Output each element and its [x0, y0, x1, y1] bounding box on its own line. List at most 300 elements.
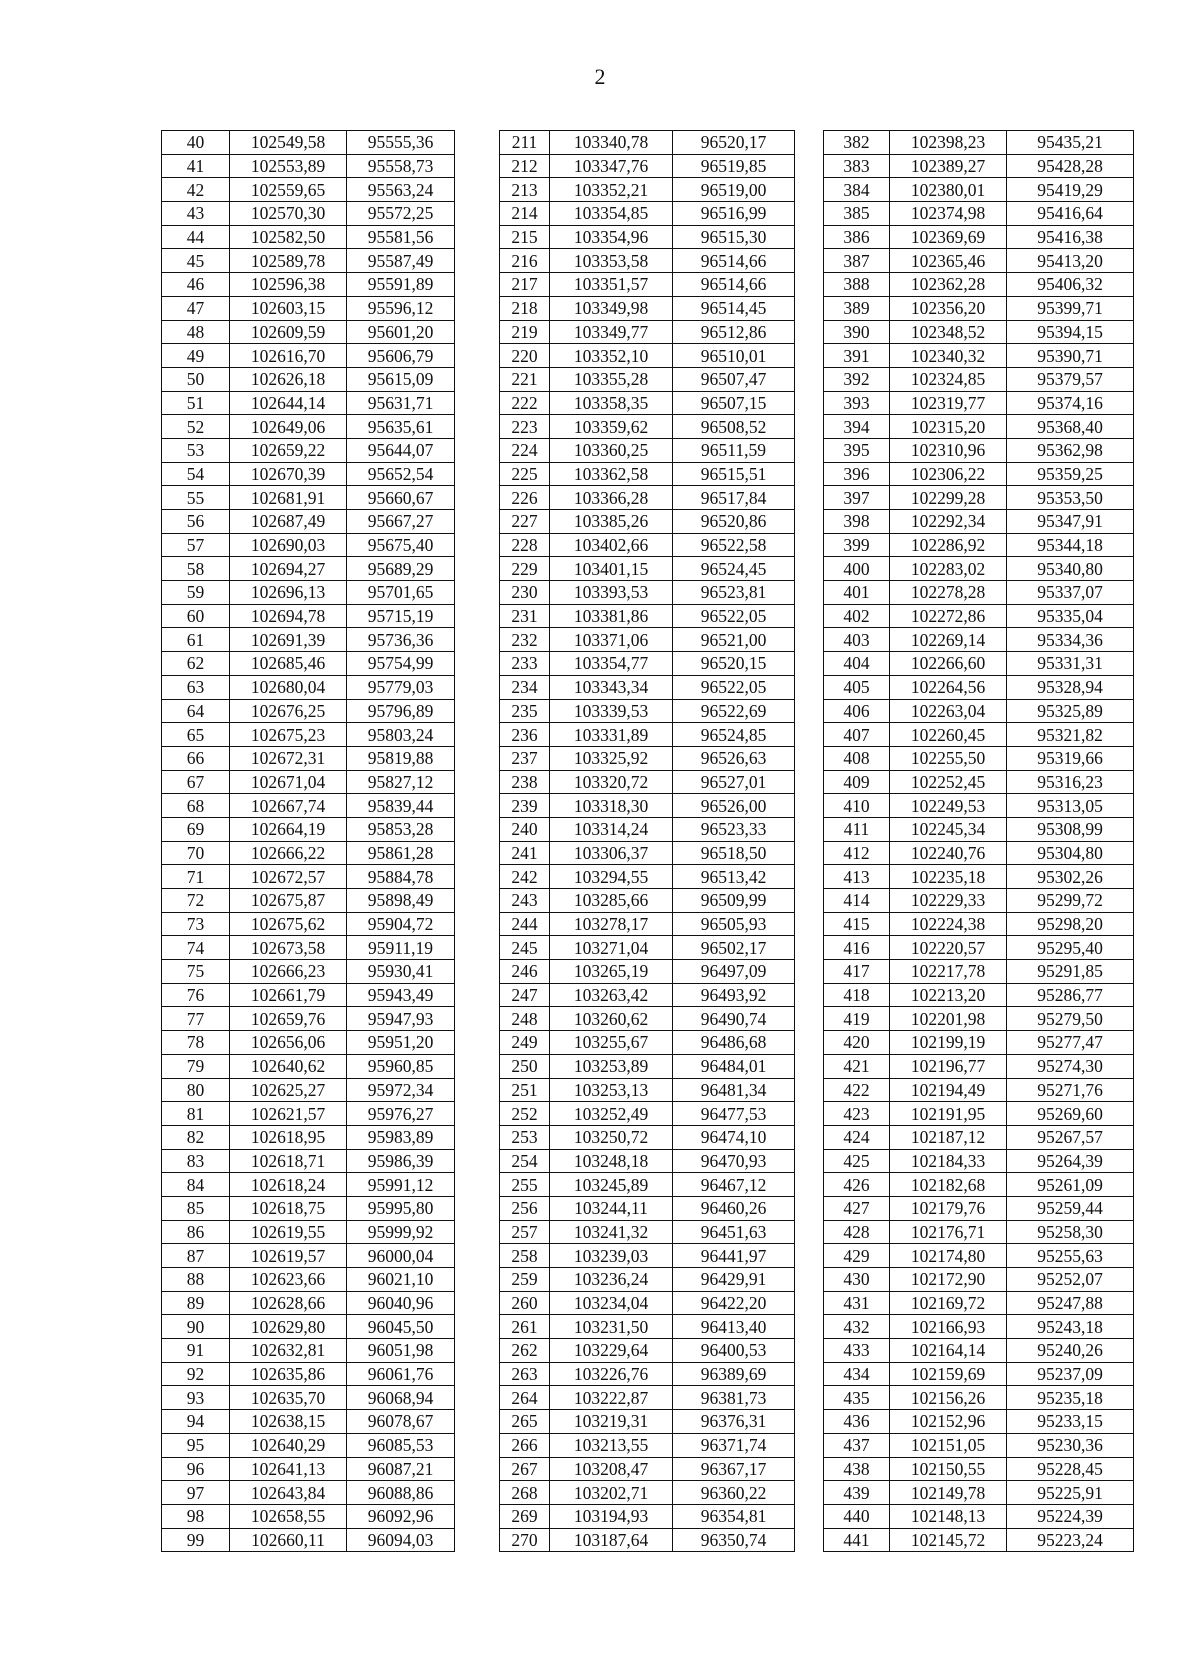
coord-y-cell: 96527,01 [673, 770, 795, 794]
table-row [162, 1102, 1134, 1126]
point-number-cell: 258 [500, 1244, 550, 1268]
column-gap [455, 131, 500, 155]
coord-x-cell: 102641,13 [230, 1457, 347, 1481]
coord-y-cell: 95884,78 [347, 865, 455, 889]
coord-x-cell: 102690,03 [230, 533, 347, 557]
column-gap [795, 699, 824, 723]
coord-x-cell: 102224,38 [890, 912, 1007, 936]
column-gap [795, 817, 824, 841]
coord-y-cell: 95304,80 [1007, 841, 1134, 865]
point-number-cell: 213 [500, 178, 550, 202]
column-gap [455, 675, 500, 699]
coord-x-cell: 102621,57 [230, 1102, 347, 1126]
coord-x-cell: 103325,92 [550, 746, 673, 770]
point-number-cell: 404 [824, 652, 890, 676]
coord-x-cell: 102152,96 [890, 1410, 1007, 1434]
column-gap [455, 391, 500, 415]
coord-y-cell: 96522,69 [673, 699, 795, 723]
coord-y-cell: 95796,89 [347, 699, 455, 723]
point-number-cell: 58 [162, 557, 230, 581]
point-number-cell: 232 [500, 628, 550, 652]
table-row [162, 1078, 1134, 1102]
coord-x-cell: 102687,49 [230, 510, 347, 534]
coord-x-cell: 102660,11 [230, 1528, 347, 1552]
column-gap [455, 746, 500, 770]
coord-x-cell: 103260,62 [550, 1007, 673, 1031]
point-number-cell: 66 [162, 746, 230, 770]
column-gap [795, 1315, 824, 1339]
point-number-cell: 60 [162, 604, 230, 628]
coord-y-cell: 96526,63 [673, 746, 795, 770]
coord-y-cell: 95340,80 [1007, 557, 1134, 581]
point-number-cell: 434 [824, 1362, 890, 1386]
column-gap [455, 486, 500, 510]
point-number-cell: 65 [162, 723, 230, 747]
coord-y-cell: 96514,66 [673, 273, 795, 297]
point-number-cell: 412 [824, 841, 890, 865]
coord-y-cell: 95379,57 [1007, 367, 1134, 391]
coord-y-cell: 96371,74 [673, 1433, 795, 1457]
coord-y-cell: 96422,20 [673, 1291, 795, 1315]
point-number-cell: 384 [824, 178, 890, 202]
coord-y-cell: 96507,15 [673, 391, 795, 415]
point-number-cell: 44 [162, 225, 230, 249]
coord-x-cell: 102266,60 [890, 652, 1007, 676]
coord-x-cell: 102260,45 [890, 723, 1007, 747]
coord-x-cell: 103213,55 [550, 1433, 673, 1457]
coord-y-cell: 95976,27 [347, 1102, 455, 1126]
coord-x-cell: 102149,78 [890, 1481, 1007, 1505]
point-number-cell: 402 [824, 604, 890, 628]
point-number-cell: 233 [500, 652, 550, 676]
point-number-cell: 395 [824, 438, 890, 462]
coord-y-cell: 95224,39 [1007, 1504, 1134, 1528]
coord-y-cell: 95635,61 [347, 415, 455, 439]
point-number-cell: 70 [162, 841, 230, 865]
coord-x-cell: 103231,50 [550, 1315, 673, 1339]
point-number-cell: 270 [500, 1528, 550, 1552]
column-gap [455, 320, 500, 344]
coord-x-cell: 102315,20 [890, 415, 1007, 439]
coord-y-cell: 96467,12 [673, 1173, 795, 1197]
column-gap [455, 1410, 500, 1434]
coord-x-cell: 103401,15 [550, 557, 673, 581]
coord-x-cell: 102176,71 [890, 1220, 1007, 1244]
coord-x-cell: 103331,89 [550, 723, 673, 747]
coord-x-cell: 102671,04 [230, 770, 347, 794]
point-number-cell: 211 [500, 131, 550, 155]
coord-y-cell: 95291,85 [1007, 960, 1134, 984]
point-number-cell: 214 [500, 202, 550, 226]
point-number-cell: 227 [500, 510, 550, 534]
column-gap [455, 1291, 500, 1315]
coord-x-cell: 103219,31 [550, 1410, 673, 1434]
coord-y-cell: 95555,36 [347, 131, 455, 155]
coord-y-cell: 95335,04 [1007, 604, 1134, 628]
coord-y-cell: 95591,89 [347, 273, 455, 297]
coord-x-cell: 103263,42 [550, 983, 673, 1007]
coord-x-cell: 102670,39 [230, 462, 347, 486]
point-number-cell: 240 [500, 817, 550, 841]
point-number-cell: 432 [824, 1315, 890, 1339]
coord-y-cell: 95259,44 [1007, 1196, 1134, 1220]
column-gap [795, 794, 824, 818]
point-number-cell: 237 [500, 746, 550, 770]
column-gap [455, 344, 500, 368]
coord-y-cell: 96000,04 [347, 1244, 455, 1268]
coord-y-cell: 95308,99 [1007, 817, 1134, 841]
column-gap [795, 1031, 824, 1055]
point-number-cell: 80 [162, 1078, 230, 1102]
coord-x-cell: 102263,04 [890, 699, 1007, 723]
coord-x-cell: 103349,98 [550, 296, 673, 320]
column-gap [795, 960, 824, 984]
coord-x-cell: 103354,96 [550, 225, 673, 249]
point-number-cell: 411 [824, 817, 890, 841]
table-row [162, 1504, 1134, 1528]
point-number-cell: 217 [500, 273, 550, 297]
column-gap [795, 154, 824, 178]
point-number-cell: 59 [162, 581, 230, 605]
column-gap [795, 557, 824, 581]
coord-y-cell: 95325,89 [1007, 699, 1134, 723]
coord-y-cell: 95299,72 [1007, 889, 1134, 913]
coord-y-cell: 95416,64 [1007, 202, 1134, 226]
coord-x-cell: 103202,71 [550, 1481, 673, 1505]
table-row [162, 415, 1134, 439]
coord-x-cell: 102623,66 [230, 1268, 347, 1292]
coord-y-cell: 95316,23 [1007, 770, 1134, 794]
point-number-cell: 246 [500, 960, 550, 984]
point-number-cell: 383 [824, 154, 890, 178]
coord-y-cell: 96441,97 [673, 1244, 795, 1268]
coord-x-cell: 103244,11 [550, 1196, 673, 1220]
coord-x-cell: 103358,35 [550, 391, 673, 415]
coord-x-cell: 103352,21 [550, 178, 673, 202]
coord-x-cell: 102151,05 [890, 1433, 1007, 1457]
coord-y-cell: 96078,67 [347, 1410, 455, 1434]
column-gap [455, 817, 500, 841]
point-number-cell: 69 [162, 817, 230, 841]
point-number-cell: 76 [162, 983, 230, 1007]
coord-y-cell: 96045,50 [347, 1315, 455, 1339]
coord-y-cell: 95428,28 [1007, 154, 1134, 178]
column-gap [455, 794, 500, 818]
table-row [162, 936, 1134, 960]
point-number-cell: 421 [824, 1054, 890, 1078]
point-number-cell: 57 [162, 533, 230, 557]
coord-y-cell: 95736,36 [347, 628, 455, 652]
point-number-cell: 83 [162, 1149, 230, 1173]
table-row [162, 1339, 1134, 1363]
coord-x-cell: 103294,55 [550, 865, 673, 889]
point-number-cell: 78 [162, 1031, 230, 1055]
point-number-cell: 397 [824, 486, 890, 510]
coord-x-cell: 103360,25 [550, 438, 673, 462]
coord-x-cell: 103208,47 [550, 1457, 673, 1481]
point-number-cell: 264 [500, 1386, 550, 1410]
coord-y-cell: 95243,18 [1007, 1315, 1134, 1339]
point-number-cell: 262 [500, 1339, 550, 1363]
coord-x-cell: 103248,18 [550, 1149, 673, 1173]
coord-y-cell: 96381,73 [673, 1386, 795, 1410]
coord-y-cell: 95230,36 [1007, 1433, 1134, 1457]
point-number-cell: 234 [500, 675, 550, 699]
table-row [162, 320, 1134, 344]
coord-y-cell: 96354,81 [673, 1504, 795, 1528]
coord-y-cell: 95399,71 [1007, 296, 1134, 320]
coord-y-cell: 95362,98 [1007, 438, 1134, 462]
coord-y-cell: 96526,00 [673, 794, 795, 818]
table-row [162, 1244, 1134, 1268]
point-number-cell: 235 [500, 699, 550, 723]
column-gap [795, 1007, 824, 1031]
coord-x-cell: 102649,06 [230, 415, 347, 439]
coord-x-cell: 102673,58 [230, 936, 347, 960]
coord-y-cell: 95943,49 [347, 983, 455, 1007]
point-number-cell: 81 [162, 1102, 230, 1126]
coord-x-cell: 102626,18 [230, 367, 347, 391]
column-gap [795, 202, 824, 226]
coord-x-cell: 102659,76 [230, 1007, 347, 1031]
coord-x-cell: 102638,15 [230, 1410, 347, 1434]
coord-x-cell: 102264,56 [890, 675, 1007, 699]
column-gap [455, 533, 500, 557]
coord-x-cell: 102681,91 [230, 486, 347, 510]
coord-x-cell: 102666,22 [230, 841, 347, 865]
coord-y-cell: 95247,88 [1007, 1291, 1134, 1315]
point-number-cell: 244 [500, 912, 550, 936]
column-gap [455, 154, 500, 178]
coord-y-cell: 95298,20 [1007, 912, 1134, 936]
coord-y-cell: 96493,92 [673, 983, 795, 1007]
column-gap [455, 557, 500, 581]
coord-y-cell: 96470,93 [673, 1149, 795, 1173]
coord-x-cell: 102292,34 [890, 510, 1007, 534]
table-row [162, 1433, 1134, 1457]
coord-y-cell: 95581,56 [347, 225, 455, 249]
column-gap [795, 1362, 824, 1386]
coord-y-cell: 96524,85 [673, 723, 795, 747]
point-number-cell: 391 [824, 344, 890, 368]
coord-x-cell: 102184,33 [890, 1149, 1007, 1173]
column-gap [795, 770, 824, 794]
coord-y-cell: 95558,73 [347, 154, 455, 178]
coord-x-cell: 102283,02 [890, 557, 1007, 581]
column-gap [455, 628, 500, 652]
coord-y-cell: 96051,98 [347, 1339, 455, 1363]
point-number-cell: 221 [500, 367, 550, 391]
coord-x-cell: 102603,15 [230, 296, 347, 320]
point-number-cell: 393 [824, 391, 890, 415]
coord-y-cell: 96518,50 [673, 841, 795, 865]
coord-x-cell: 102589,78 [230, 249, 347, 273]
coord-x-cell: 103234,04 [550, 1291, 673, 1315]
coord-x-cell: 102644,14 [230, 391, 347, 415]
column-gap [795, 131, 824, 155]
coord-x-cell: 102229,33 [890, 889, 1007, 913]
table-row [162, 1196, 1134, 1220]
table-row [162, 438, 1134, 462]
coord-x-cell: 103385,26 [550, 510, 673, 534]
column-gap [795, 1173, 824, 1197]
coord-y-cell: 95374,16 [1007, 391, 1134, 415]
coord-y-cell: 96515,51 [673, 462, 795, 486]
coord-x-cell: 103239,03 [550, 1244, 673, 1268]
coord-x-cell: 103351,57 [550, 273, 673, 297]
coord-x-cell: 103362,58 [550, 462, 673, 486]
coord-y-cell: 95930,41 [347, 960, 455, 984]
column-gap [455, 1457, 500, 1481]
point-number-cell: 50 [162, 367, 230, 391]
coord-y-cell: 96515,30 [673, 225, 795, 249]
point-number-cell: 440 [824, 1504, 890, 1528]
column-gap [795, 438, 824, 462]
coord-y-cell: 96486,68 [673, 1031, 795, 1055]
column-gap [455, 249, 500, 273]
point-number-cell: 87 [162, 1244, 230, 1268]
column-gap [455, 1315, 500, 1339]
coord-x-cell: 102252,45 [890, 770, 1007, 794]
coord-x-cell: 102174,80 [890, 1244, 1007, 1268]
point-number-cell: 429 [824, 1244, 890, 1268]
coordinates-table [161, 130, 1134, 1552]
point-number-cell: 254 [500, 1149, 550, 1173]
coord-y-cell: 95435,21 [1007, 131, 1134, 155]
coord-y-cell: 95328,94 [1007, 675, 1134, 699]
point-number-cell: 267 [500, 1457, 550, 1481]
coord-y-cell: 95302,26 [1007, 865, 1134, 889]
coord-y-cell: 96520,17 [673, 131, 795, 155]
table-row [162, 1125, 1134, 1149]
coord-y-cell: 95269,60 [1007, 1102, 1134, 1126]
coord-x-cell: 102324,85 [890, 367, 1007, 391]
coordinates-table-body [162, 131, 1134, 1552]
point-number-cell: 257 [500, 1220, 550, 1244]
table-row [162, 1291, 1134, 1315]
coord-x-cell: 102191,95 [890, 1102, 1007, 1126]
point-number-cell: 438 [824, 1457, 890, 1481]
point-number-cell: 95 [162, 1433, 230, 1457]
coord-y-cell: 95819,88 [347, 746, 455, 770]
coord-x-cell: 103241,32 [550, 1220, 673, 1244]
coord-y-cell: 95416,38 [1007, 225, 1134, 249]
coord-x-cell: 103393,53 [550, 581, 673, 605]
coord-y-cell: 95225,91 [1007, 1481, 1134, 1505]
point-number-cell: 382 [824, 131, 890, 155]
column-gap [455, 1078, 500, 1102]
point-number-cell: 45 [162, 249, 230, 273]
table-row [162, 723, 1134, 747]
coord-y-cell: 95413,20 [1007, 249, 1134, 273]
coord-y-cell: 96507,47 [673, 367, 795, 391]
column-gap [795, 936, 824, 960]
coord-y-cell: 95353,50 [1007, 486, 1134, 510]
table-row [162, 1149, 1134, 1173]
coord-y-cell: 95286,77 [1007, 983, 1134, 1007]
point-number-cell: 223 [500, 415, 550, 439]
coord-y-cell: 95827,12 [347, 770, 455, 794]
coord-x-cell: 102240,76 [890, 841, 1007, 865]
column-gap [455, 438, 500, 462]
point-number-cell: 231 [500, 604, 550, 628]
coord-y-cell: 95615,09 [347, 367, 455, 391]
coord-x-cell: 102199,19 [890, 1031, 1007, 1055]
coord-y-cell: 95660,67 [347, 486, 455, 510]
table-row [162, 1268, 1134, 1292]
table-row [162, 1410, 1134, 1434]
coord-y-cell: 95596,12 [347, 296, 455, 320]
coord-y-cell: 96509,99 [673, 889, 795, 913]
column-gap [455, 1339, 500, 1363]
point-number-cell: 93 [162, 1386, 230, 1410]
coord-x-cell: 103253,13 [550, 1078, 673, 1102]
coord-y-cell: 96040,96 [347, 1291, 455, 1315]
table-row [162, 202, 1134, 226]
column-gap [795, 1268, 824, 1292]
point-number-cell: 261 [500, 1315, 550, 1339]
table-row [162, 746, 1134, 770]
column-gap [455, 1362, 500, 1386]
coord-x-cell: 102685,46 [230, 652, 347, 676]
coord-y-cell: 95419,29 [1007, 178, 1134, 202]
coord-y-cell: 95279,50 [1007, 1007, 1134, 1031]
coord-x-cell: 102249,53 [890, 794, 1007, 818]
column-gap [455, 1481, 500, 1505]
point-number-cell: 79 [162, 1054, 230, 1078]
column-gap [455, 1102, 500, 1126]
point-number-cell: 47 [162, 296, 230, 320]
point-number-cell: 406 [824, 699, 890, 723]
column-gap [795, 178, 824, 202]
coord-x-cell: 102182,68 [890, 1173, 1007, 1197]
coord-y-cell: 95319,66 [1007, 746, 1134, 770]
coord-y-cell: 95853,28 [347, 817, 455, 841]
point-number-cell: 64 [162, 699, 230, 723]
point-number-cell: 392 [824, 367, 890, 391]
point-number-cell: 242 [500, 865, 550, 889]
coord-x-cell: 103285,66 [550, 889, 673, 913]
column-gap [455, 1386, 500, 1410]
coord-x-cell: 102675,87 [230, 889, 347, 913]
point-number-cell: 229 [500, 557, 550, 581]
point-number-cell: 436 [824, 1410, 890, 1434]
table-row [162, 628, 1134, 652]
coord-y-cell: 96522,05 [673, 675, 795, 699]
point-number-cell: 224 [500, 438, 550, 462]
point-number-cell: 250 [500, 1054, 550, 1078]
coord-y-cell: 95223,24 [1007, 1528, 1134, 1552]
coord-y-cell: 95337,07 [1007, 581, 1134, 605]
coord-y-cell: 96413,40 [673, 1315, 795, 1339]
point-number-cell: 216 [500, 249, 550, 273]
point-number-cell: 77 [162, 1007, 230, 1031]
table-row [162, 1220, 1134, 1244]
coord-x-cell: 103271,04 [550, 936, 673, 960]
coord-y-cell: 96400,53 [673, 1339, 795, 1363]
coord-x-cell: 103381,86 [550, 604, 673, 628]
column-gap [455, 723, 500, 747]
point-number-cell: 49 [162, 344, 230, 368]
point-number-cell: 225 [500, 462, 550, 486]
coord-x-cell: 103236,24 [550, 1268, 673, 1292]
table-row [162, 1054, 1134, 1078]
point-number-cell: 400 [824, 557, 890, 581]
point-number-cell: 405 [824, 675, 890, 699]
table-row [162, 510, 1134, 534]
point-number-cell: 82 [162, 1125, 230, 1149]
table-row [162, 178, 1134, 202]
